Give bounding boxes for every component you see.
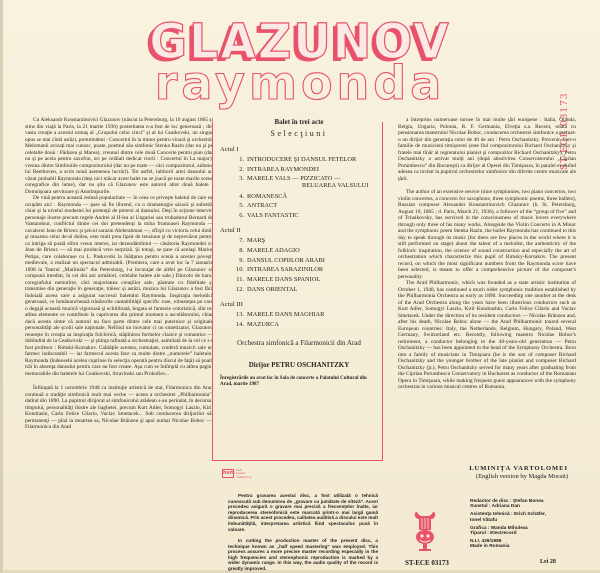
track-number: 11. (236, 276, 244, 284)
orchestra-credit: Orchestra simfonică a Filarmonicii din Arad (237, 339, 361, 348)
conductor-credit: Dirijor PETRU OSCHANITZKY (248, 360, 350, 369)
production-credits (470, 499, 546, 553)
track-number: 2. (239, 165, 244, 173)
notes-paragraph: The author of an extensive oeuvre (nine symphonies, two piano concertos, two violin concertos, a concerto for saxophone, three symphonic poems, three ballets), Russian composer Alexander Konstantinovich Glazunov (b. St. Petersburg, August 10, 1865 ; d. Paris, March 21, 1936), a follower of the “group of five” and of Tchaikovsky, has survived in the consciousness of music lovers everywhere through only three of his many works. Alongside the Violin Concerto in A Minor and the symphonic poem Stenka Razin, the ballet Raymonda has continued to this day to speak through its music (for there are few places in the world where it is still performed on stage) about the talent of a melodist, the authenticity of the folkloric inspiration, the science of sound construction and especially the art of orchestration which characterize this pupil of Rimsky-Korsakov. The present record, on which the most significant numbers from the Raymonda score have been selected, is meant to offer a comprehensive picture of the composer's personality. (398, 189, 576, 280)
technical-note-text: Pentru gravarea acestui disc, a fost utilizată o tehnică cunoscută sub denumirea de „gravare cu jumătate de viteză”. Acest procedeu asigură o gravare mai precisă a frecvenţelor înalte, iar reproducerea stereofonică este marcată printr-o mai largă gamă dinamică. Prin acest procedeu, calitatea auditivă a discului este mult îmbunătăţită, interpretarea artistică fiind spectaculos pusă în valoare. (228, 493, 378, 532)
track-item (220, 192, 378, 202)
track-title-continuation: RELUAREA VALSULUI (302, 182, 369, 190)
hsm-label-line: speed (236, 471, 246, 476)
tracklist (220, 118, 378, 388)
track-title: MARELE VALS — PIZZICATO — (247, 174, 341, 182)
track-title: INTRAREA SARAZINILOR (247, 266, 324, 274)
track-title: ANTRACT (247, 202, 278, 210)
work-title: raymonda (154, 56, 446, 110)
track-number: 12. (236, 285, 244, 293)
technical-note-text: In cutting the production master of the present disc, a technique known as „half speed mastering” was employed. This process assures a more precise master recording especially in the high frequencies and stereophonic reproduction is marked by a wider dynamic range. In this way, the audio quality of the record is greatly improved. (228, 538, 378, 571)
selection-heading: Selecţiuni (270, 129, 328, 138)
technical-note-romanian (228, 493, 378, 532)
track-item (220, 256, 378, 266)
author-name: LUMINIŢA VARTOLOMEI (469, 465, 568, 472)
track-number: 14. (236, 320, 244, 328)
notes-paragraph: The Arad Philharmonic, which was founded as a state artistic institution of October 1, 1948, has continued a much older symphonic tradition established by the Philharmonia Orchestra as early as 1890. Succeeding one another at the desk of the Arad Orchestra along the years have been illustrious conductors such as Kurt Adler, Somogyi Laszlo, Kiril Kondrashin, Carlo Felice Cilario and Vaclav Smetacek. Under the direction of its resident conductors — Nicolae Brânzeu and, after his death, Nicolae Boboc alone — the Arad Philharmonic toured several European countries: Italy, the Netherlands, Belgium, Hungary, Poland, West Germany, Switzerland etc. Recently, following maestro Nicolae Boboc's retirement, a conductor belonging to the 40-years-old generation — Petru Oschanitzky — has been appointed to the head of the Symphony Orchestra. Born into a family of musicians in Timişoara (he is the son of composer Richard Oschanitzky and the younger brother of the late pianist and composer Richard Oschanitzky (jr.), Petru Oschanitzky served for many years after graduating from the Ciprian Porumbescu Conservatory in Bucharest as conductor of the Romanian Opera in Timişoara, while making frequent guest appearances with the symphony orchestras in various musical centres of Romania. (398, 280, 576, 390)
notes-paragraph: Înfiinţată la 1 octombrie 1948 ca instituţie artistică de stat, Filarmonica din Arad continuă o tradiţie simfonică mult mai veche — aceea a orchestrei „Philharmonia”, datînd din 1890. La pupitrul dirijoral al simfonicului arădean s-au perindat, în decursul timpului, personalităţi ilustre ale baghetei, precum Kurt Adler, Somogyi Laszlo, Kiril Kondrasin, Carlo Felice Cilario, Vaclav Smetacek... Sub conducerea dirijorilor săi permanenţi — pînă la moartea sa, Nicolae Brânzeu şi apoi numai Nicolae Boboc —, Filarmonica din Arad (25, 385, 213, 430)
track-title: VALS FANTASTIC (247, 212, 299, 220)
track-title: ROMANESCĂ (247, 192, 288, 200)
track-item (220, 175, 378, 192)
track-number: 1. (239, 156, 244, 163)
hsm-label-line: half (236, 468, 242, 472)
track-item (220, 155, 378, 165)
hsm-icon: hsm (223, 470, 235, 477)
track-number: 8. (239, 246, 244, 254)
track-item (220, 310, 378, 320)
track-item (220, 320, 378, 330)
recording-note: Înregistrările au avut loc în Sala de concerte a Palatului Cultural din Arad, martie 1987 (220, 375, 367, 387)
act-label: Actul III (220, 300, 243, 308)
author-signature (398, 465, 568, 481)
hsm-label-line: mastering (236, 474, 252, 479)
notes-paragraph: Cu Aleksandr Konstantinovici Glazunov (născut la Petersburg, la 10 august 1865 şi stins din viaţă la Paris, la 21 martie 1936) posteritatea n-a fost de loc generoasă ; din vasta creaţie a acestui urmaş al „Grupului celor cinci” şi al lui Ceaikovski, un singur opus se mai cîntă astăzi, pretutindeni : Concertul în la minor pentru vioară şi orchestră. Melomanii avizaţi mai cunosc, poate, poemul său simfonic Stenka Razin (dar nu şi pe celelalte două : Pădurea şi Marea), vreunul dintre cele două Concerte pentru pian (dar nu şi pe acela pentru saxofon, ori pe celălalt dedicat viorii : Concertul în La major), vreuna dintre Simfoniile compozitorului (dar nu pe toate — căci compozitorul, aidoma lui Beethoven, a scris nouă asemenea lucrări). Tot astfel, iubitorii artei dansului au văzut probabil Raymonda (deşi nici măcar acest balet nu se joacă pe toate marile scene coregrafice din lume), dar nu ştiu că Glazunov este autorul altor două balete : Domnişoara servitoare şi Anotimpurile. (25, 117, 213, 195)
hsm-label (236, 469, 251, 479)
track-number: 3. (239, 174, 244, 182)
credit-line: Made in Romania (470, 544, 510, 550)
track-title: DANS ORIENTAL (247, 285, 298, 293)
credit-group (470, 512, 546, 522)
act-label: Actul I (220, 146, 239, 153)
track-item (220, 246, 378, 256)
romanian-notes-column (25, 117, 213, 431)
track-title: MARŞ (247, 236, 266, 244)
technical-note-english (228, 538, 378, 572)
track-number: 7. (239, 236, 244, 244)
track-item (220, 236, 378, 246)
track-number: 5. (239, 202, 244, 210)
act-label: Actul II (220, 226, 241, 234)
notes-paragraph: De vină pentru această redusă popularitate — în ceea ce priveşte baletul de care ne ocupăm aici : Raymonda — pare să fie libretul, cu o dramaturgie săracă şi subredă chiar şi la nivelul modestei lui pretenţii de pretext al dansului. Deşi în acţiune intervin personaje ilustre precum regele Andrei al II-lea al Ungariei sau trubadurul Bernard de Vantandour, conflictul dintre cei doi pretendenţi la mîna frumoasei Raymonda — cavalerul Jean de Brieux şi şeicul sarazin Abderahman —, sfîrşit cu victoria celui dintîi şi moartea celui de-al doilea, este mult prea lipsit de tensiune şi de neprevăzut pentru ca intriga să poată stîrni vreun interes, iar deznodămîntul — căsătoria Raymondei cu Jean de Brieux — să mai producă vreo surpriză. Şi totuşi, se pare că acelaşi Marius Petipa, care colaborase cu L. Paskovski la înălţarea pentru scenă a acestei poveşti medievale, a realizat un spectacol admirabil. (Premiera, care a avut loc la 7 ianuarie 1898 la Teatrul „Mariinski” din Petersburg, l-a încurajat de altfel pe Glazunov să compună imediat, în cei doi ani următori, celelalte balete ale sale.) Dincolo de harul coregrafului nemuritor, căci majoritatea creaţiilor sale, păstrate cu fidelitate şi transmise din generaţie în generaţie, trăiesc şi astăzi, muzica lui Glazunov a fost fără îndoială aceea care a asigurat succesul baletului Raymonda. Inspiraţia melodică generoasă, ce înmănunchează trăsăturile cantabilităţii specific ruse, robusteţea pe care o degajă această muzică viguroasă şi echilibrată, bogata ei fantezie coloristică, sînt tot atîtea elemente ce contribuie la captivarea din primul moment a ascultătorului, chiar dacă acesta simte că autorul nu face parte dintre cele mai puternice şi originale personalităţi ale şcolii sale naţionale. Nefiind un inovator ci un sintetizator, Glazunov reuneşte în creaţia sa inspiraţia folclorică, stăpînirea formelor clasice şi romantice — dobîndită de la Ceaikovski — şi ştiinţa rafinată a orchestraţiei, asimilată de la cel ce i-a fost profesor : Rimski-Korsakov. Calităţile acestea, cumulate, conferă muzicii sale un farmec indiscutabil — iar farmecul acesta face ca multe dintre „numerele” baletului Raymonda (îndeosebi acelea cuprinse în selecţia operată pentru discul de faţă) să poată trăi în absenţa dansului pentru care au fost create. Aşa cum se întîmplă cu atîtea pagini memorabile din baletele lui Ceaikovski, Stravinski sau Prokofiev... (25, 195, 214, 377)
credit-line: Grafica : Wanda Mihuleac (470, 525, 529, 531)
track-number: 4. (239, 192, 244, 200)
track-item (220, 211, 378, 221)
credit-line: Asistenţa tehnică : Erich Schäfer, (470, 512, 546, 518)
composer-name: GLAZUNOV (149, 12, 451, 70)
catalog-number-vertical: ST-ECE 03173 (560, 92, 570, 170)
track-item (220, 275, 378, 285)
notes-paragraph: a întreprins numeroase turnee în mai multe ţări europene : Italia, Olanda, Belgia, Ungaria, Polonia, R. F. Germania, Elveţia s.a. Recent, odată cu pensionarea maestrului Nicolae Boboc, conducerea orchestrei simfonice a preluat-o un dirijor din generaţia celor de 40 de ani : Petru Oschanitzky. Provenit dintr-o familie de muzicieni timişoreni (este fiul compozitorului Richard Oschanitzky şi fratele mai tînăr al regretatului pianist şi compozitor Richard Oschanitzky), Petru Oschanitzky a activat mulţi ani (după absolvirea Conservatorului „Ciprian Porumbescu” din Bucureşti) ca dirijor al Operei din Timişoara, în paralel evoluînd adesea ca invitat la pupitrul orchestrelor simfonice din diferite centre muzicale ale ţării. (398, 117, 576, 182)
right-notes-column (398, 117, 576, 391)
credit-group (470, 499, 546, 509)
credit-line: N.I.I. 439/1986 (470, 539, 502, 545)
electrecord-lyre-icon (412, 510, 438, 552)
credit-group (470, 539, 546, 549)
track-title: MAZURCA (247, 320, 279, 328)
half-speed-mastering-logo (222, 469, 251, 479)
price-label: Lei 28 (540, 559, 556, 565)
track-title: INTRODUCERE ŞI DANSUL FETELOR (247, 156, 357, 163)
track-title: INTRAREA RAYMONDEI (247, 165, 320, 173)
track-title: MARELE DANS SPANIOL (247, 276, 321, 284)
catalog-number: ST-ECE 03173 (405, 559, 449, 567)
credit-line: Tiparul : Electrecord (470, 531, 517, 537)
credit-line: Redactor de disc : Ştefan Bonea (470, 499, 544, 504)
credit-line: Sunetul : Adriana Dan (470, 504, 520, 510)
track-title: DANSUL COPIILOR ARABI (247, 256, 325, 264)
track-number: 10. (236, 266, 244, 274)
track-item (220, 201, 378, 211)
track-item (220, 285, 378, 295)
credit-line: Ionel Vătafu (470, 517, 498, 523)
ballet-subtitle: Balet în trei acte (274, 118, 324, 126)
track-number: 9. (239, 256, 244, 264)
track-number: 6. (239, 212, 244, 220)
track-item (220, 265, 378, 275)
track-item (220, 165, 378, 175)
track-number: 13. (236, 310, 244, 318)
translation-credit: (English version by Magda Morait) (475, 473, 568, 480)
track-title: MARELE DANS MAGHIAR (247, 310, 325, 318)
credit-group (470, 526, 546, 536)
track-title: MARELE ADAGIO (247, 246, 300, 254)
